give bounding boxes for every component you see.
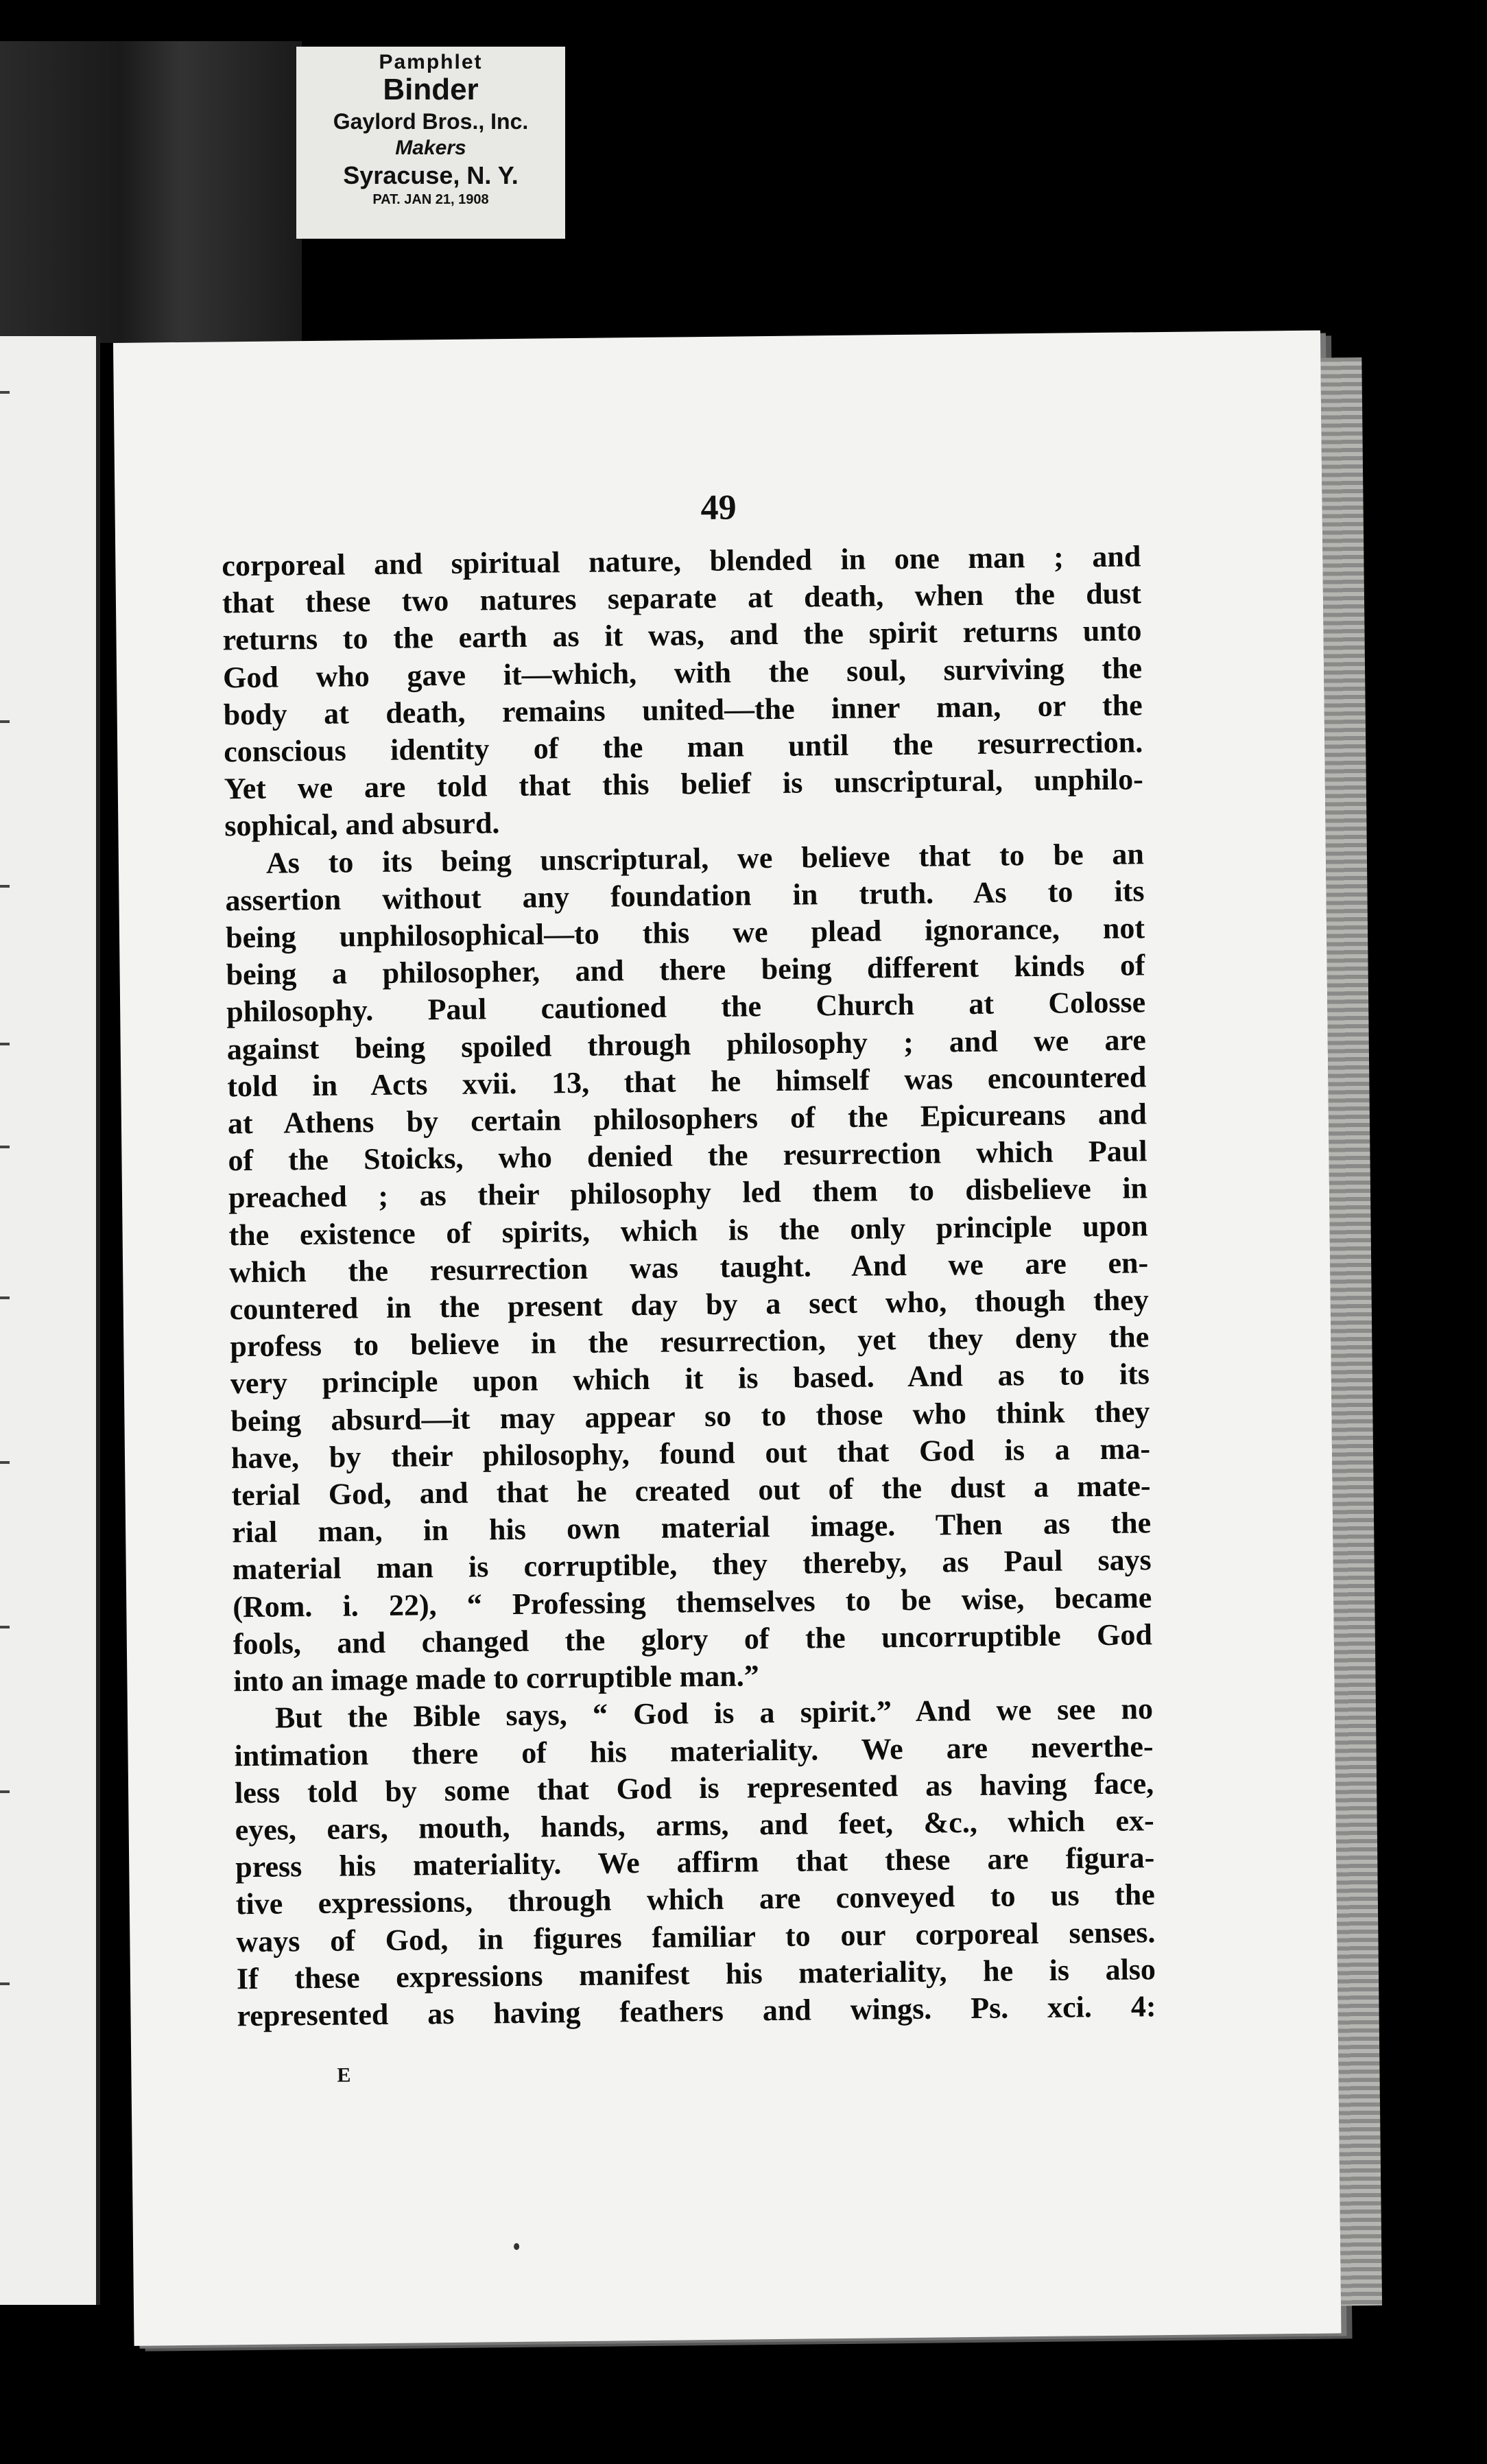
text-line: philosophy. Paul cautioned the Church at Colosse	[226, 985, 1146, 1029]
text-line: As to its being unscriptural, we believe that to be an	[265, 836, 1145, 880]
text-line: (Rom. i. 22), “ Professing themselves to be wise, became	[233, 1580, 1152, 1624]
binder-label-line6: PAT. JAN 21, 1908	[372, 192, 489, 207]
text-line: being absurd—it may appear so to those who think they	[230, 1394, 1150, 1438]
text-line: corporeal and spiritual nature, blended in one man ; and	[222, 539, 1141, 583]
text-line: that these two natures separate at death, when the dust	[222, 576, 1142, 620]
text-line: represented as having feathers and wings. Ps. xci. 4:	[237, 1989, 1156, 2033]
text-line: profess to believe in the resurrection, yet they deny the	[230, 1320, 1150, 1364]
binder-label-line2: Binder	[383, 73, 479, 106]
text-line: God who gave it—which, with the soul, surviving the	[222, 650, 1143, 694]
text-line: less told by some that God is represented as having face,	[234, 1766, 1154, 1810]
text-line: terial God, and that he created out of the dust a mate-	[231, 1469, 1151, 1513]
text-line: at Athens by certain philosophers of the Epicureans and	[227, 1097, 1147, 1141]
text-line: intimation there of his materiality. We are neverthe-	[234, 1729, 1154, 1773]
page-number: 49	[700, 488, 737, 528]
text-line: into an image made to corruptible man.”	[233, 1659, 759, 1698]
binder-label-line3: Gaylord Bros., Inc.	[333, 109, 529, 134]
text-line: fools, and changed the glory of the uncorruptible God	[233, 1618, 1153, 1661]
text-line: sophical, and absurd.	[224, 806, 500, 843]
page-stack-edge	[1320, 357, 1382, 2306]
binder-label-line4: Makers	[395, 137, 466, 159]
text-line: very principle upon which it is based. And as to its	[230, 1357, 1150, 1401]
binder-label	[296, 47, 565, 239]
text-line: conscious identity of the man until the resurrection.	[223, 725, 1143, 769]
text-line: material man is corruptible, they thereby, as Paul says	[232, 1543, 1152, 1587]
text-line: being a philosopher, and there being different kinds of	[226, 948, 1145, 992]
text-line: But the Bible says, “ God is a spirit.” And we see no	[274, 1692, 1154, 1735]
text-line: the existence of spirits, which is the only principle upon	[228, 1208, 1148, 1252]
text-line: preached ; as their philosophy led them to disbelieve in	[228, 1171, 1148, 1215]
text-line: If these expressions manifest his materiality, he is also	[236, 1952, 1156, 1995]
text-line: against being spoiled through philosophy ; and we are	[226, 1022, 1146, 1066]
text-line: body at death, remains united—the inner man, or the	[223, 688, 1143, 732]
text-line: Yet we are told that this belief is unscriptural, unphilo-	[224, 762, 1143, 806]
text-line: which the resurrection was taught. And we are en-	[228, 1246, 1149, 1290]
binder-label-line5: Syracuse, N. Y.	[343, 161, 519, 189]
text-line: of the Stoicks, who denied the resurrection which Paul	[228, 1134, 1147, 1178]
text-line: tive expressions, through which are conveyed to us the	[235, 1877, 1156, 1921]
text-line: have, by their philosophy, found out that God is a ma-	[230, 1432, 1151, 1476]
signature-mark: E	[337, 2063, 351, 2087]
text-line: rial man, in his own material image. Then as the	[231, 1506, 1152, 1550]
binding-spine	[0, 41, 302, 343]
left-page-edge	[0, 336, 100, 2305]
text-line: assertion without any foundation in truth. As to its	[225, 874, 1145, 918]
text-line: told in Acts xvii. 13, that he himself was encountered	[227, 1060, 1147, 1104]
text-line: press his materiality. We affirm that these are figura-	[235, 1840, 1155, 1884]
text-line: countered in the present day by a sect who, though they	[229, 1283, 1149, 1327]
text-line: being unphilosophical—to this we plead ignorance, not	[225, 911, 1145, 955]
page-body-text	[222, 538, 1156, 2035]
book-page	[113, 331, 1341, 2346]
left-page-marks	[0, 336, 12, 2305]
text-line: ways of God, in figures familiar to our corporeal senses.	[236, 1915, 1156, 1958]
binder-label-line1: Pamphlet	[379, 51, 483, 73]
text-line: returns to the earth as it was, and the spirit returns unto	[222, 613, 1142, 657]
text-line: eyes, ears, mouth, hands, arms, and feet, &c., which ex-	[235, 1803, 1154, 1847]
ink-speck	[514, 2243, 519, 2250]
